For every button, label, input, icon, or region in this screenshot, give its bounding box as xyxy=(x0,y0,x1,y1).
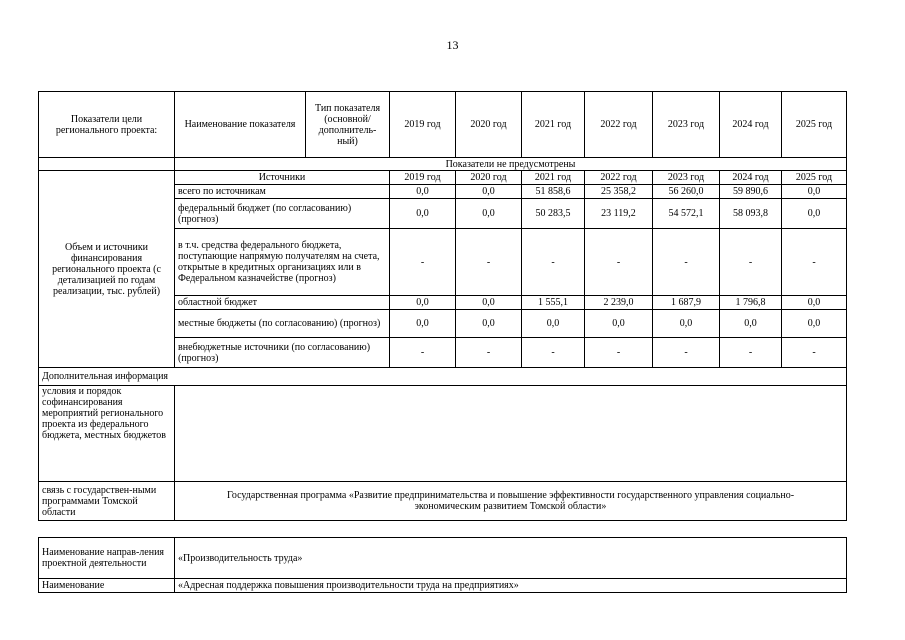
project-table xyxy=(38,91,847,521)
year-header: 2022 год xyxy=(585,92,653,158)
finance-value: 1 687,9 xyxy=(653,296,720,310)
finance-value: 0,0 xyxy=(720,310,782,338)
source-name: в т.ч. средства федерального бюджета, поступающие напрямую получателям на счета, открытые в кредитных организациях или в Федеральном казначействе (прогноз) xyxy=(175,229,390,296)
finance-value: - xyxy=(585,229,653,296)
finance-value: 58 093,8 xyxy=(720,199,782,229)
finance-value: 0,0 xyxy=(782,310,847,338)
finance-value: - xyxy=(720,229,782,296)
year-header: 2021 год xyxy=(522,171,585,185)
finance-value: - xyxy=(390,338,456,368)
finance-value: 0,0 xyxy=(585,310,653,338)
source-name: местные бюджеты (по согласованию) (прогноз) xyxy=(175,310,390,338)
finance-value: 0,0 xyxy=(390,296,456,310)
finance-value: - xyxy=(782,338,847,368)
finance-label: Объем и источники финансирования регионального проекта (с детализацией по годам реализации, тыс. рублей) xyxy=(39,171,175,368)
finance-value: 0,0 xyxy=(782,199,847,229)
state-programs-value: Государственная программа «Развитие предпринимательства и повышение эффективности государственного управления социально-экономическим развитием Томской области» xyxy=(175,482,847,521)
finance-value: 23 119,2 xyxy=(585,199,653,229)
finance-value: - xyxy=(456,229,522,296)
finance-value: 54 572,1 xyxy=(653,199,720,229)
finance-value: 0,0 xyxy=(456,296,522,310)
source-name: федеральный бюджет (по согласованию) (прогноз) xyxy=(175,199,390,229)
name-label: Наименование xyxy=(39,579,175,593)
year-header: 2019 год xyxy=(390,171,456,185)
finance-value: 0,0 xyxy=(456,310,522,338)
finance-value: 59 890,6 xyxy=(720,185,782,199)
finance-value: - xyxy=(456,338,522,368)
cofinancing-label: условия и порядок софинансирования мероприятий регионального проекта из федерального бюджета, местных бюджетов xyxy=(39,386,175,482)
direction-table xyxy=(38,537,847,593)
year-header: 2020 год xyxy=(456,92,522,158)
finance-value: - xyxy=(653,229,720,296)
source-name: внебюджетные источники (по согласованию) (прогноз) xyxy=(175,338,390,368)
finance-value: 0,0 xyxy=(456,185,522,199)
page-number: 13 xyxy=(446,38,459,52)
finance-value: 0,0 xyxy=(390,310,456,338)
sources-header: Источники xyxy=(175,171,390,185)
year-header: 2024 год xyxy=(720,171,782,185)
indicator-type-header: Тип показателя (основной/ дополнитель-ный) xyxy=(306,92,390,158)
state-programs-label: связь с государствен-ными программами Томской области xyxy=(39,482,175,521)
finance-value: 0,0 xyxy=(782,185,847,199)
finance-value: - xyxy=(522,338,585,368)
year-header: 2019 год xyxy=(390,92,456,158)
direction-label: Наименование направ-ления проектной деятельности xyxy=(39,538,175,579)
finance-value: 0,0 xyxy=(653,310,720,338)
year-header: 2025 год xyxy=(782,92,847,158)
finance-value: - xyxy=(390,229,456,296)
year-header: 2023 год xyxy=(653,92,720,158)
finance-value: 0,0 xyxy=(390,185,456,199)
finance-value: 25 358,2 xyxy=(585,185,653,199)
cofinancing-value xyxy=(175,386,847,482)
finance-value: 1 796,8 xyxy=(720,296,782,310)
finance-value: - xyxy=(585,338,653,368)
year-header: 2023 год xyxy=(653,171,720,185)
finance-value: - xyxy=(720,338,782,368)
year-header: 2022 год xyxy=(585,171,653,185)
direction-value: «Производительность труда» xyxy=(175,538,847,579)
finance-value: 0,0 xyxy=(782,296,847,310)
finance-value: - xyxy=(653,338,720,368)
finance-value: 51 858,6 xyxy=(522,185,585,199)
name-value: «Адресная поддержка повышения производительности труда на предприятиях» xyxy=(175,579,847,593)
year-header: 2021 год xyxy=(522,92,585,158)
finance-value: 50 283,5 xyxy=(522,199,585,229)
goal-indicators-header: Показатели цели регионального проекта: xyxy=(39,92,175,158)
finance-value: 0,0 xyxy=(522,310,585,338)
finance-value: - xyxy=(522,229,585,296)
finance-value: - xyxy=(782,229,847,296)
additional-info-heading: Дополнительная информация xyxy=(39,368,847,386)
finance-value: 56 260,0 xyxy=(653,185,720,199)
source-name: областной бюджет xyxy=(175,296,390,310)
year-header: 2025 год xyxy=(782,171,847,185)
year-header: 2024 год xyxy=(720,92,782,158)
finance-value: 1 555,1 xyxy=(522,296,585,310)
year-header: 2020 год xyxy=(456,171,522,185)
indicator-name-header: Наименование показателя xyxy=(175,92,306,158)
finance-value: 0,0 xyxy=(456,199,522,229)
source-name: всего по источникам xyxy=(175,185,390,199)
finance-value: 0,0 xyxy=(390,199,456,229)
no-indicators-note: Показатели не предусмотрены xyxy=(175,158,847,171)
finance-value: 2 239,0 xyxy=(585,296,653,310)
